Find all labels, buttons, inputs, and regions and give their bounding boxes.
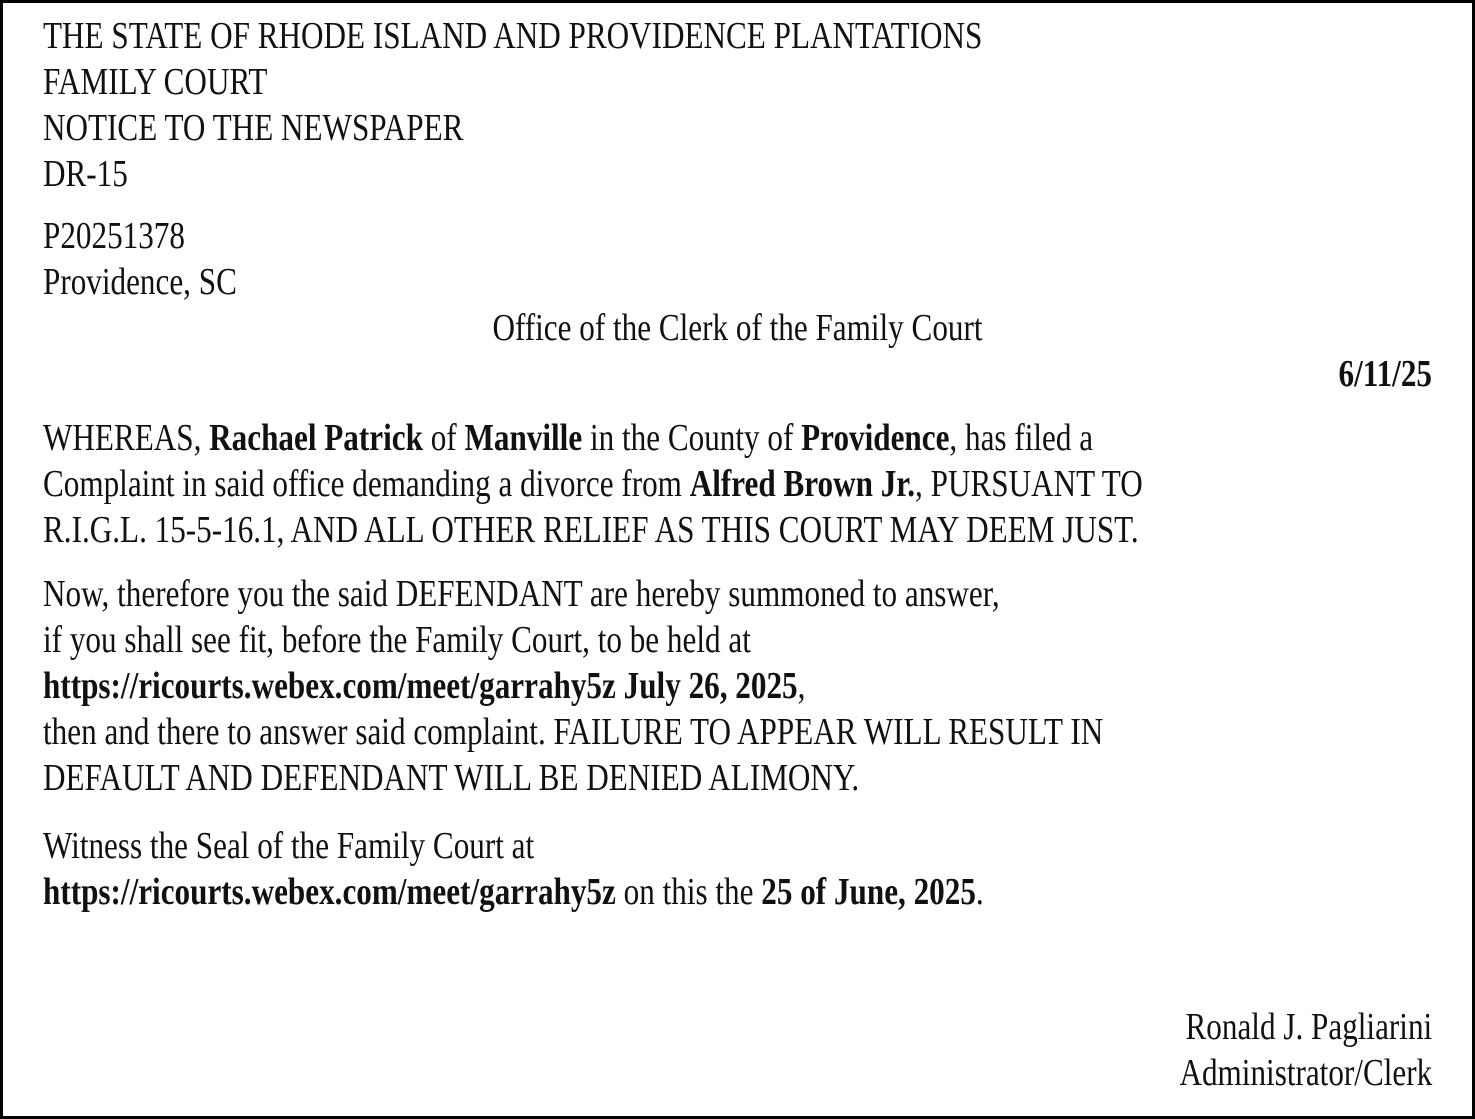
whereas-text: WHEREAS, (43, 417, 210, 459)
spacer (43, 197, 1432, 213)
summons-line-2: if you shall see fit, before the Family Court, to be held at (43, 619, 751, 661)
court-heading: FAMILY COURT (43, 61, 268, 103)
notice-date-text: 6/11/25 (1338, 353, 1432, 395)
summons-line-3 (43, 663, 1182, 709)
defendant-name: Alfred Brown Jr. (689, 463, 916, 505)
state-heading: THE STATE OF RHODE ISLAND AND PROVIDENCE PLANTATIONS (43, 15, 983, 57)
whereas-text: of (422, 417, 465, 459)
form-number: DR-15 (43, 153, 128, 195)
whereas-text: Complaint in said office demanding a divorce from (43, 463, 690, 505)
summons-line-4: then and there to answer said complaint. FAILURE TO APPEAR WILL RESULT IN (43, 711, 1104, 753)
spacer (43, 397, 1432, 415)
county-name: Providence (801, 417, 950, 459)
witness-date: 25 of June, 2025 (761, 871, 976, 913)
plaintiff-name: Rachael Patrick (209, 417, 423, 459)
case-number: P20251378 (43, 215, 185, 257)
notice-date (293, 351, 1432, 397)
clerk-title: Administrator/Clerk (1179, 1052, 1432, 1094)
clerk-name: Ronald J. Pagliarini (1185, 1006, 1432, 1048)
whereas-line-1 (43, 415, 1182, 461)
whereas-text: in the County of (582, 417, 802, 459)
signature-block (1124, 1004, 1432, 1096)
notice-heading: NOTICE TO THE NEWSPAPER (43, 107, 464, 149)
whereas-line-3: R.I.G.L. 15-5-16.1, AND ALL OTHER RELIEF AS THIS COURT MAY DEEM JUST. (43, 509, 1139, 551)
summons-line-1: Now, therefore you the said DEFENDANT are hereby summoned to answer, (43, 573, 1000, 615)
case-location: Providence, SC (43, 261, 237, 303)
whereas-line-2 (43, 461, 1182, 507)
spacer (43, 553, 1432, 571)
witness-url: https://ricourts.webex.com/meet/garrahy5z (43, 871, 616, 913)
witness-text: on this the (615, 871, 762, 913)
spacer (43, 801, 1432, 823)
hearing-url-date: https://ricourts.webex.com/meet/garrahy5z July 26, 2025 (43, 665, 798, 707)
town-name: Manville (464, 417, 583, 459)
summons-line-5: DEFAULT AND DEFENDANT WILL BE DENIED ALIMONY. (43, 757, 860, 799)
whereas-text: , has filed a (949, 417, 1094, 459)
witness-line-2 (43, 869, 1182, 915)
witness-line-1: Witness the Seal of the Family Court at (43, 825, 535, 867)
witness-text: . (975, 871, 984, 913)
whereas-text: , PURSUANT TO (915, 463, 1143, 505)
summons-text: , (797, 665, 806, 707)
office-line: Office of the Clerk of the Family Court (492, 307, 983, 349)
